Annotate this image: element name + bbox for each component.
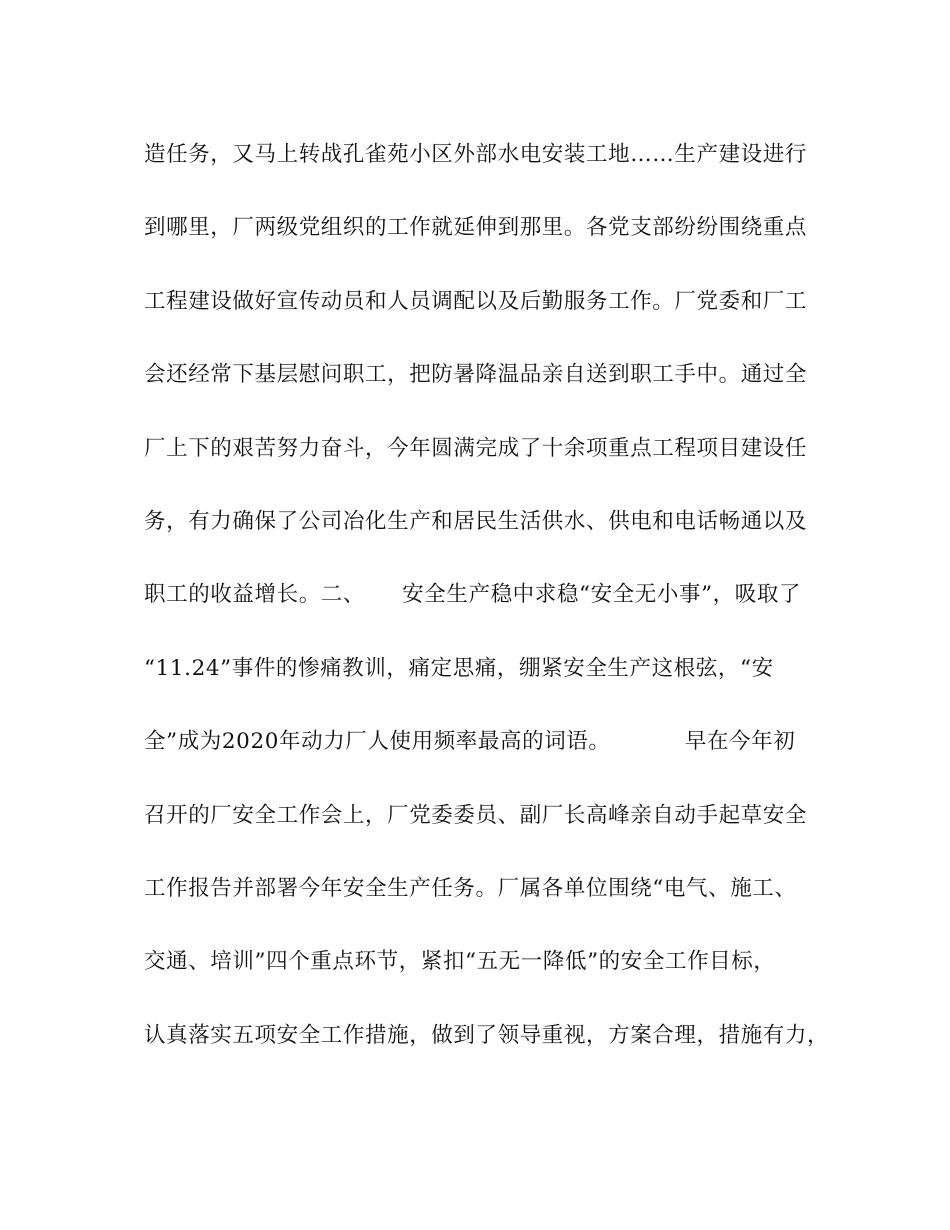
text-line: 到哪里，厂两级党组织的工作就延伸到那里。各党支部纷纷围绕重点: [144, 215, 808, 241]
text-line: 工程建设做好宣传动员和人员调配以及后勤服务工作。厂党委和厂工: [144, 288, 808, 314]
text-line: 工作报告并部署今年安全生产任务。厂属各单位围绕“电气、施工、: [144, 875, 797, 901]
text-line: 召开的厂安全工作会上，厂党委委员、副厂长高峰亲自动手起草安全: [144, 802, 808, 828]
text-line: 务，有力确保了公司冶化生产和居民生活供水、供电和电话畅通以及: [144, 508, 808, 534]
text-line: 全”成为2020年动力厂人使用频率最高的词语。 早在今年初: [144, 729, 796, 755]
text-line: 造任务，又马上转战孔雀苑小区外部水电安装工地……生产建设进行: [144, 142, 808, 167]
text-line: 厂上下的艰苦努力奋斗，今年圆满完成了十余项重点工程项目建设任: [144, 435, 808, 461]
text-line: 职工的收益增长。二、 安全生产稳中求稳“安全无小事”，吸取了: [144, 582, 802, 608]
text-line: 交通、培训”四个重点环节，紧扣“五无一降低”的安全工作目标，: [144, 949, 776, 975]
body-text: [144, 130, 830, 1084]
text-line: 认真落实五项安全工作措施，做到了领导重视，方案合理，措施有力，: [144, 1022, 830, 1048]
text-line: 会还经常下基层慰问职工，把防暑降温品亲自送到职工手中。通过全: [144, 362, 808, 388]
text-line: “11.24”事件的惨痛教训，痛定思痛，绷紧安全生产这根弦，“安: [144, 655, 774, 681]
